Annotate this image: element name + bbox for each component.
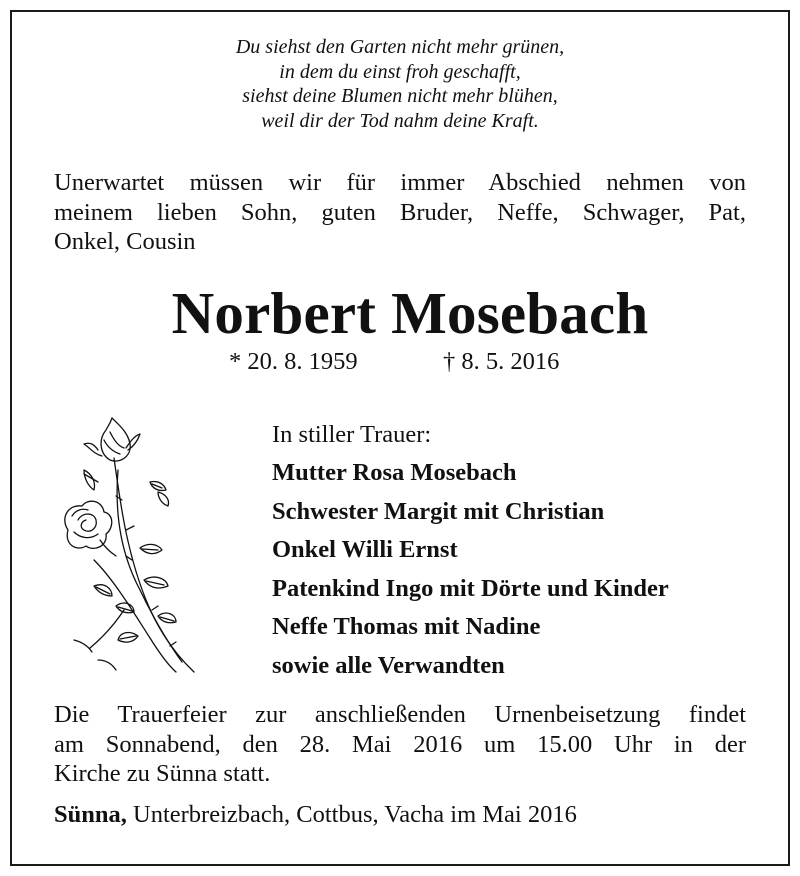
intro-line: Unerwartet müssen wir für immer Abschied nehmen von (54, 169, 746, 196)
life-dates (229, 347, 560, 377)
mourner-name: Neffe Thomas mit Nadine (272, 613, 541, 640)
intro-line: Onkel, Cousin (54, 228, 196, 255)
rose-icon (54, 410, 214, 680)
mourner-name: sowie alle Verwandten (272, 651, 505, 679)
birth-date: * 20. 8. 1959 (229, 348, 358, 375)
service-line: am Sonnabend, den 28. Mai 2016 um 15.00 Uhr in der (54, 730, 746, 758)
mourner-name: Schwester Margit mit Christian (272, 497, 605, 525)
poem (0, 35, 800, 133)
intro-text (54, 168, 746, 257)
service-info (54, 700, 746, 789)
mourners-lead: In stiller Trauer: (272, 421, 432, 448)
poem-line: weil dir der Tod nahm deine Kraft. (261, 109, 539, 132)
death-date: † 8. 5. 2016 (443, 348, 560, 375)
mourner-name: Patenkind Ingo mit Dörte und Kinder (272, 574, 669, 602)
poem-line: siehst deine Blumen nicht mehr blühen, (242, 85, 558, 107)
mourners-list (272, 416, 669, 685)
mourner-name: Onkel Willi Ernst (272, 536, 458, 563)
poem-line: Du siehst den Garten nicht mehr grünen, (235, 36, 565, 58)
poem-line: in dem du einst froh geschafft, (279, 60, 521, 83)
service-line: Die Trauerfeier zur anschließenden Urnenbeisetzung findet (54, 701, 746, 728)
service-line: Kirche zu Sünna statt. (54, 760, 271, 787)
place-date (54, 800, 577, 830)
place-rest: Unterbreizbach, Cottbus, Vacha im Mai 2016 (126, 801, 577, 828)
place-town: Sünna, (54, 801, 127, 828)
mourner-name: Mutter Rosa Mosebach (272, 459, 517, 486)
intro-line: meinem lieben Sohn, guten Bruder, Neffe, Schwager, Pat, (54, 198, 746, 226)
deceased-name: Norbert Mosebach (171, 280, 649, 346)
